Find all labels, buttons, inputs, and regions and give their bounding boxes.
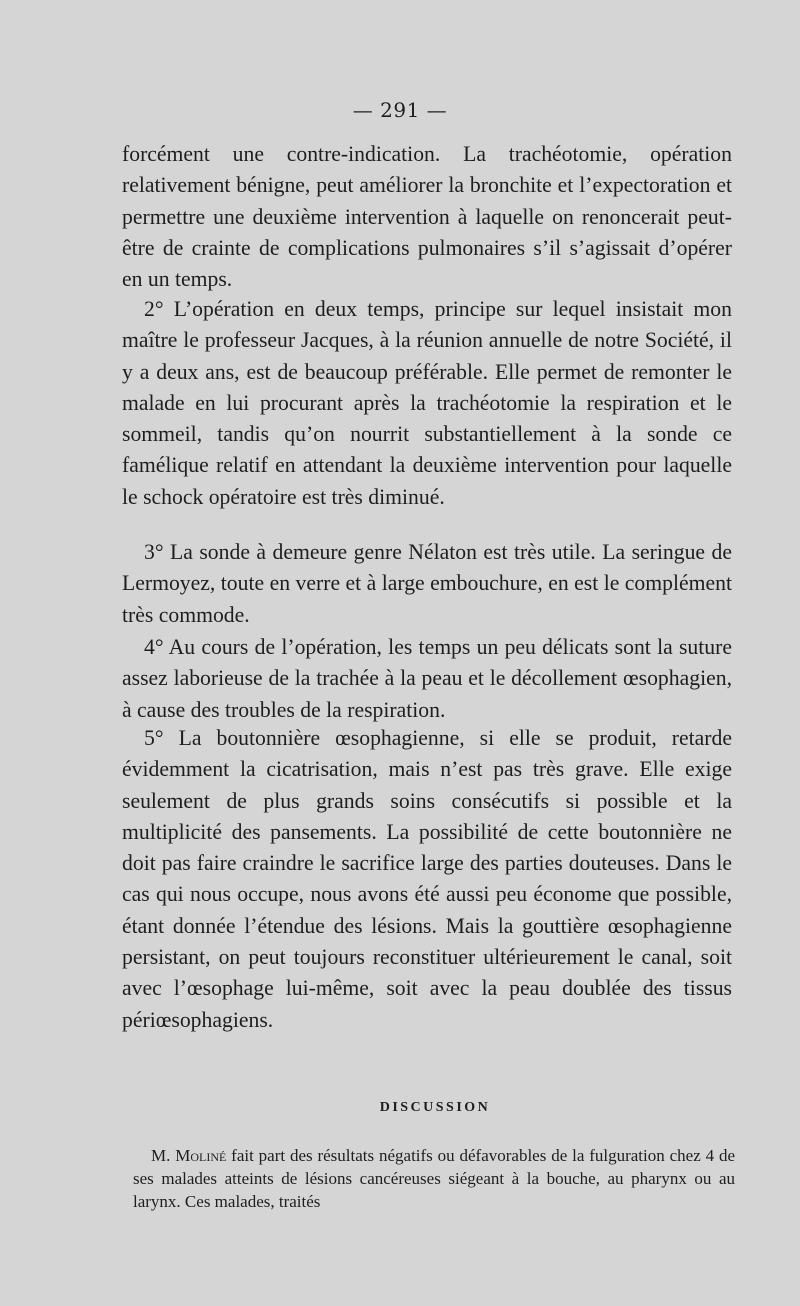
paragraph-point-3: 3° La sonde à demeure genre Nélaton est très utile. La seringue de Lermoyez, toute en verre et à large embouchure, en est le complément très commode. bbox=[122, 540, 732, 627]
discussion-text: fait part des résultats négatifs ou défavorables de la fulguration chez 4 de ses malades atteints de lésions cancéreuses siégeant à la bouche, au pharynx ou au larynx. Ces malades, traités bbox=[133, 1146, 735, 1211]
paragraph-point-5: 5° La boutonnière œsophagienne, si elle se produit, retarde évidemment la cicatrisation, mais n’est pas très grave. Elle exige seulement de plus grands soins consécutifs si possible et la multiplicité des pansements. La possibilité de cette boutonnière ne doit pas faire craindre le sacrifice large des parties douteuses. Dans le cas qui nous occupe, nous avons été aussi peu économe que possible, étant donnée l’étendue des lésions. Mais la gouttière œsophagienne persistant, on peut toujours reconstituer ultérieurement le canal, soit avec l’œsophage lui-même, soit avec la peau doublée des tissus périœsophagiens. bbox=[122, 726, 732, 1032]
page-number: — 291 — bbox=[352, 98, 448, 122]
discussion-paragraph bbox=[133, 1144, 735, 1213]
paragraph-continuation: forcément une contre-indication. La trachéotomie, opération relativement bénigne, peut améliorer la bronchite et l’expectoration et permettre une deuxième intervention à laquelle on renoncerait peut-être de crainte de complications pulmonaires s’il s’agissait d’opérer en un temps. bbox=[122, 142, 732, 292]
discussion-speaker: M. Moliné bbox=[151, 1146, 227, 1165]
paragraph-point-2: 2° L’opération en deux temps, principe sur lequel insistait mon maître le professeur Jacques, à la réunion annuelle de notre Société, il y a deux ans, est de beaucoup préférable. Elle permet de remonter le malade en lui procurant après la trachéotomie la respiration et le sommeil, tandis qu’on nourrit substantiellement à la sonde ce famélique relatif en attendant la deuxième intervention pour laquelle le schock opératoire est très diminué. bbox=[122, 297, 732, 509]
paragraph-point-4: 4° Au cours de l’opération, les temps un peu délicats sont la suture assez laborieuse de la trachée à la peau et le décollement œsophagien, à cause des troubles de la respiration. bbox=[122, 635, 732, 722]
discussion-heading: DISCUSSION bbox=[379, 1100, 491, 1115]
